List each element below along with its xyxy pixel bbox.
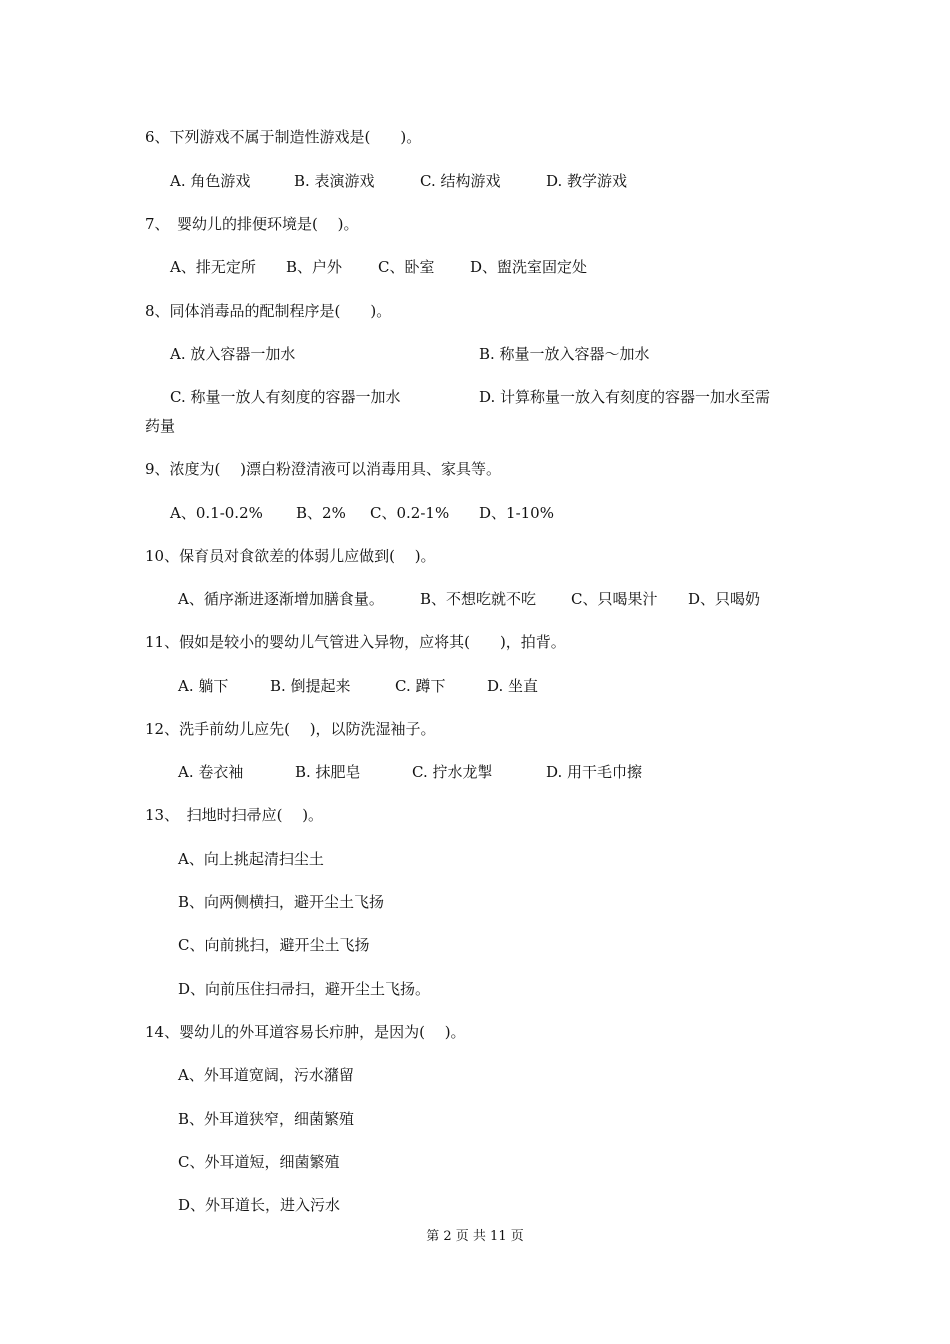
question-14-option-d: D、外耳道长，进入污水 [178, 1196, 341, 1214]
question-11-option-d: D. 坐直 [487, 677, 539, 695]
question-6-stem: 6、下列游戏不属于制造性游戏是( )。 [145, 128, 422, 146]
question-13-option-d: D、向前压住扫帚扫，避开尘土飞扬。 [178, 980, 431, 998]
question-8-option-c: C. 称量一放人有刻度的容器一加水 [170, 388, 401, 406]
question-7-option-d: D、盥洗室固定处 [470, 258, 588, 276]
question-10-option-d: D、只喝奶 [688, 590, 761, 608]
question-13-option-a: A、向上挑起清扫尘土 [178, 850, 324, 868]
question-13-option-b: B、向两侧横扫，避开尘土飞扬 [178, 893, 385, 911]
question-14-stem: 14、婴幼儿的外耳道容易长疖肿，是因为( )。 [145, 1023, 466, 1041]
question-6-option-c: C. 结构游戏 [420, 172, 501, 190]
question-9-option-d: D、1-10% [479, 504, 554, 522]
question-10-option-c: C、只喝果汁 [571, 590, 658, 608]
question-12-option-d: D. 用干毛巾擦 [546, 763, 643, 781]
question-11-stem: 11、假如是较小的婴幼儿气管进入异物，应将其( )，拍背。 [145, 633, 566, 651]
question-13-stem: 13、 扫地时扫帚应( )。 [145, 806, 324, 824]
question-8-option-d: D. 计算称量一放入有刻度的容器一加水至需 [479, 388, 771, 406]
question-12-option-b: B. 抹肥皂 [295, 763, 361, 781]
question-10-stem: 10、保育员对食欲差的体弱儿应做到( )。 [145, 547, 436, 565]
question-12-stem: 12、洗手前幼儿应先( )，以防洗湿袖子。 [145, 720, 436, 738]
question-7-option-a: A、排无定所 [170, 258, 256, 276]
question-13-option-c: C、向前挑扫，避开尘土飞扬 [178, 936, 370, 954]
page-number: 第 2 页 共 11 页 [426, 1229, 524, 1244]
question-8-option-b: B. 称量一放入容器～加水 [479, 345, 650, 363]
question-11-option-c: C. 蹲下 [395, 677, 446, 695]
question-8-option-a: A. 放入容器一加水 [170, 345, 296, 363]
question-7-stem: 7、 婴幼儿的排便环境是( )。 [145, 215, 359, 233]
question-9-option-a: A、0.1-0.2% [170, 504, 263, 522]
question-7-option-c: C、卧室 [378, 258, 435, 276]
question-12-option-c: C. 拧水龙掣 [412, 763, 493, 781]
question-10-option-b: B、不想吃就不吃 [420, 590, 537, 608]
question-11-option-b: B. 倒提起来 [270, 677, 351, 695]
question-7-option-b: B、户外 [286, 258, 343, 276]
question-8-option-d-continuation: 药量 [145, 417, 176, 435]
question-9-option-b: B、2% [296, 504, 346, 522]
question-8-stem: 8、同体消毒品的配制程序是( )。 [145, 302, 392, 320]
question-14-option-a: A、外耳道宽阔，污水潴留 [178, 1066, 354, 1084]
question-6-option-a: A. 角色游戏 [170, 172, 251, 190]
question-6-option-d: D. 教学游戏 [546, 172, 628, 190]
question-14-option-b: B、外耳道狭窄，细菌繁殖 [178, 1110, 355, 1128]
question-11-option-a: A. 躺下 [178, 677, 229, 695]
question-9-stem: 9、浓度为( )漂白粉澄清液可以消毒用具、家具等。 [145, 460, 502, 478]
question-6-option-b: B. 表演游戏 [294, 172, 375, 190]
question-9-option-c: C、0.2-1% [370, 504, 450, 522]
question-12-option-a: A. 卷衣袖 [178, 763, 244, 781]
question-10-option-a: A、循序渐进逐渐增加膳食量。 [178, 590, 384, 608]
question-14-option-c: C、外耳道短，细菌繁殖 [178, 1153, 340, 1171]
